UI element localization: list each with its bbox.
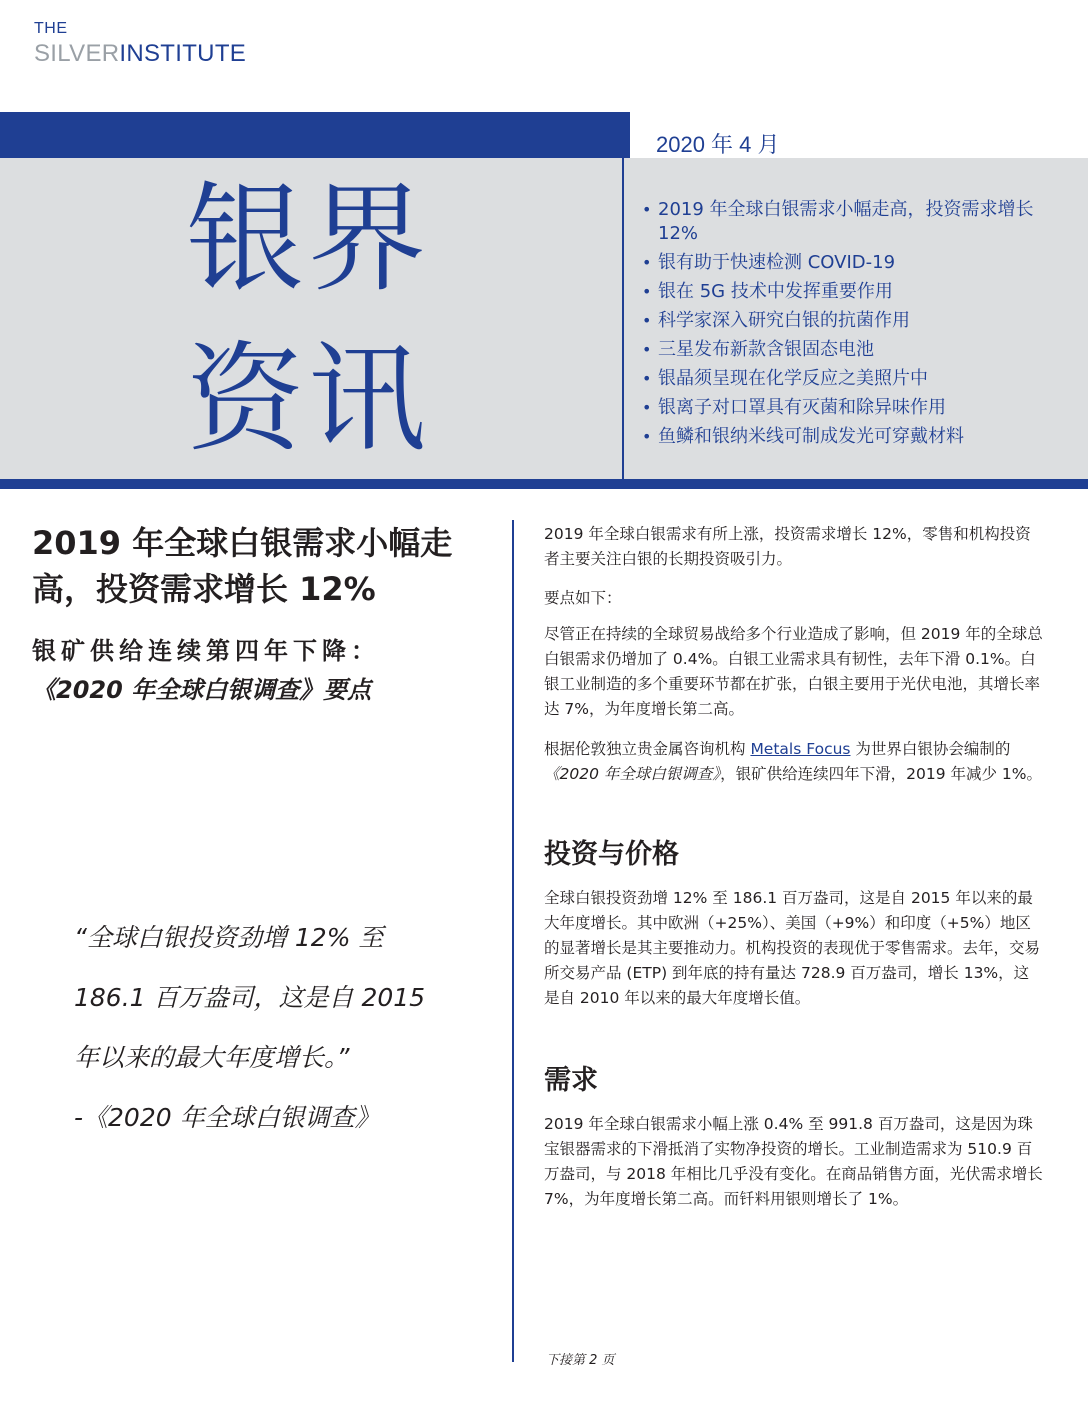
logo-silver: SILVER [34,40,120,67]
section-investment-text: 全球白银投资劲增 12% 至 186.1 百万盎司，这是自 2015 年以来的最大年度增长。其中欧洲（+25%）、美国（+9%）和印度（+5%）地区的显著增长是其主要推动力。机构投资的表现优于零售需求。去年，交易所交易产品 (ETP) 到年底的持有量达 728.9 百万盎司，增长 13%，这是自 2010 年以来的最大年度增长值。 [544,889,1041,1007]
highlight-item: • 银离子对口罩具有灭菌和除异味作用 [642,397,946,418]
section-heading-demand: 需求 [544,1065,598,1096]
bullet-icon: • [642,311,652,330]
highlight-item: • 2019 年全球白银需求小幅走高，投资需求增长 12% [642,199,1034,244]
bullet-icon: • [642,282,652,301]
highlight-item: • 三星发布新款含银固态电池 [642,339,874,360]
article-headline: 2019 年全球白银需求小幅走高，投资需求增长 12% [32,524,453,608]
paragraph-1: 尽管正在持续的全球贸易战给多个行业造成了影响，但 2019 年的全球总白银需求仍增加了 0.4%。白银工业需求具有韧性，去年下滑 0.1%。白银工业制造的多个重要环节都在扩张，白银主要用于光伏电池，其增长率达 7%，为年度增长第二高。 [544,625,1043,718]
logo-the: THE [34,20,68,37]
masthead-line-1: 银界 [186,170,431,308]
highlights-list [642,198,1072,454]
date-separator [622,112,630,158]
issue-date: 2020 年 4 月 [656,132,780,157]
bullet-icon: • [642,398,652,417]
column-rule [512,520,514,1362]
article-subhead-2: 《2020 年全球白银调查》要点 [32,676,372,704]
highlight-item: • 银在 5G 技术中发挥重要作用 [642,281,893,302]
key-points-label: 要点如下： [544,589,622,607]
metals-focus-link[interactable]: Metals Focus [750,740,851,758]
highlight-item: • 鱼鳞和银纳米线可制成发光可穿戴材料 [642,426,964,447]
report-title: 《2020 年全球白银调查》 [544,765,721,783]
continued-note: 下接第 2 页 [546,1353,615,1368]
intro-paragraph: 2019 年全球白银需求有所上涨，投资需求增长 12%，零售和机构投资者主要关注白银的长期投资吸引力。 [544,525,1031,568]
pull-quote-line: 年以来的最大年度增长。” [74,1043,350,1072]
bullet-icon: • [642,253,652,272]
banner-divider [622,158,624,480]
bullet-icon: • [642,200,652,219]
section-heading-investment: 投资与价格 [544,839,679,870]
pull-quote-attribution: -《2020 年全球白银调查》 [74,1103,380,1132]
section-demand-text: 2019 年全球白银需求小幅上涨 0.4% 至 991.8 百万盎司，这是因为珠宝银器需求的下滑抵消了实物净投资的增长。工业制造需求为 510.9 百万盎司，与 2018 年相比几乎没有变化。在商品销售方面，光伏需求增长 7%，为年度增长第二高。而钎料用银则增长了 1%。 [544,1115,1043,1208]
logo-institute: INSTITUTE [119,40,247,67]
highlight-item: • 银有助于快速检测 COVID-19 [642,252,896,273]
bullet-icon: • [642,340,652,359]
pull-quote-line: 186.1 百万盎司，这是自 2015 [74,983,426,1012]
highlight-item: • 银晶须呈现在化学反应之美照片中 [642,368,928,389]
paragraph-2: 根据伦敦独立贵金属咨询机构 Metals Focus 为世界白银协会编制的《2020 年全球白银调查》，银矿供给连续四年下滑，2019 年减少 1%。 [544,740,1043,783]
bullet-icon: • [642,369,652,388]
article-subhead-1: 银矿供给连续第四年下降： [32,637,380,665]
masthead-line-2: 资讯 [186,330,431,468]
logo-wordmark [34,40,246,68]
banner-bottom-band [0,479,1088,489]
highlight-item: • 科学家深入研究白银的抗菌作用 [642,310,910,331]
bullet-icon: • [642,427,652,446]
pull-quote-line: “全球白银投资劲增 12% 至 [74,923,384,952]
pull-quote [74,908,454,1148]
